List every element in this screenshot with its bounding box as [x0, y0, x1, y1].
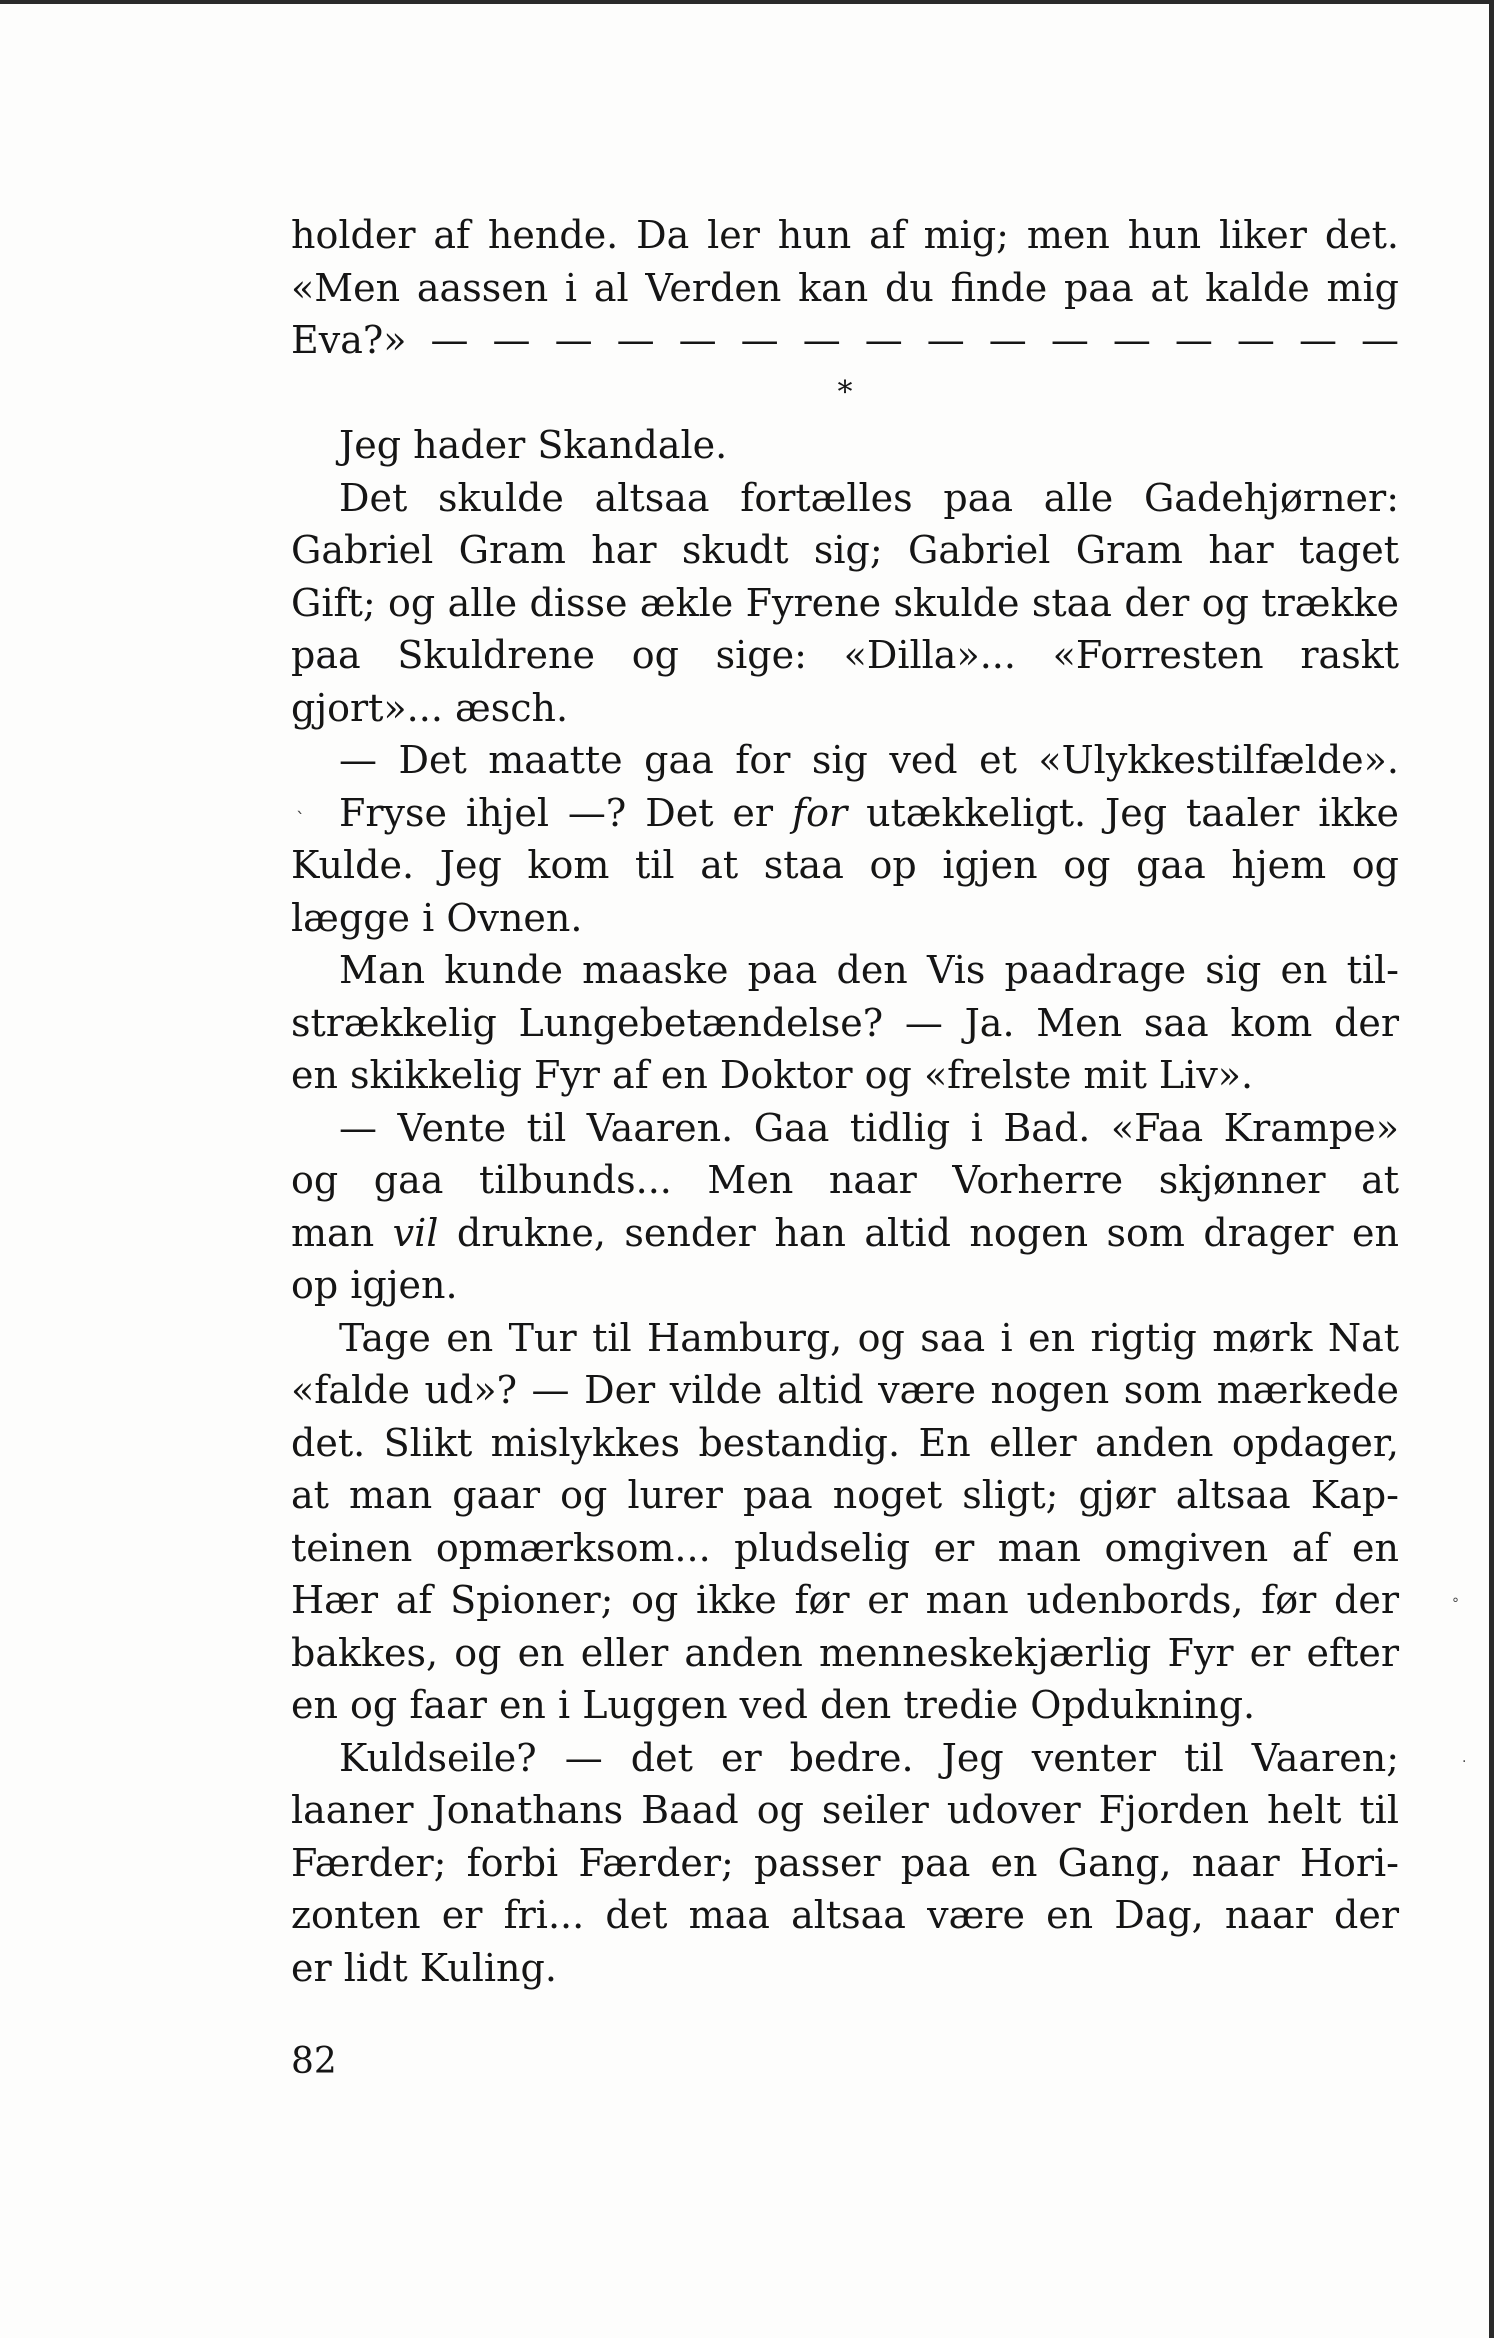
- paragraph-line: — Vente til Vaaren. Gaa tidlig i Bad. «Faa Krampe»: [339, 1105, 1399, 1150]
- text-line: det. Slikt mislykkes bestandig. En eller anden opdager,: [291, 1420, 1399, 1465]
- text-line: at man gaar og lurer paa noget sligt; gjør altsaa Kap-: [291, 1473, 1399, 1517]
- paragraph-line: Det skulde altsaa fortælles paa alle Gadehjørner:: [339, 475, 1399, 520]
- text-line: teinen opmærksom... pludselig er man omgiven af en: [291, 1525, 1399, 1570]
- text-line: og gaa tilbunds... Men naar Vorherre skjønner at: [291, 1158, 1399, 1202]
- text-line: er lidt Kuling.: [291, 1945, 557, 1990]
- text-line: lægge i Ovnen.: [291, 895, 583, 940]
- text-line: Kulde. Jeg kom til at staa op igjen og gaa hjem og: [291, 843, 1399, 887]
- paragraph-line: — Det maatte gaa for sig ved et «Ulykkestilfælde».: [339, 738, 1399, 782]
- paragraph-line: Kuldseile? — det er bedre. Jeg venter til Vaaren;: [339, 1735, 1399, 1780]
- page-number-text: 82: [291, 2041, 337, 2082]
- text-line: «falde ud»? — Der vilde altid være nogen som mærkede: [291, 1368, 1399, 1412]
- print-speck: °: [1452, 1596, 1459, 1612]
- body-text: [291, 209, 1399, 1994]
- italic-word: for: [792, 790, 848, 835]
- text-segment: man: [291, 1210, 393, 1255]
- text-line: «Men aassen i al Verden kan du finde paa at kalde mig: [291, 265, 1399, 310]
- text-line: strækkelig Lungebetændelse? — Ja. Men saa kom der: [291, 1000, 1399, 1045]
- text-line: laaner Jonathans Baad og seiler udover Fjorden helt til: [291, 1788, 1399, 1832]
- page-number: [291, 2036, 337, 2089]
- paragraph-line: Jeg hader Skandale.: [339, 423, 728, 467]
- text-line: [291, 1207, 1399, 1260]
- print-speck: ·: [1462, 1754, 1467, 1770]
- text-line: en skikkelig Fyr af en Doktor og «frelste mit Liv».: [291, 1053, 1254, 1097]
- text-line: Færder; forbi Færder; passer paa en Gang, naar Hori-: [291, 1840, 1399, 1885]
- text-line: bakkes, og en eller anden menneskekjærlig Fyr er efter: [291, 1630, 1399, 1675]
- print-speck: ˎ: [296, 794, 305, 815]
- text-segment: drukne, sender han altid nogen som drager en: [438, 1210, 1399, 1255]
- text-line: Eva?» — — — — — — — — — — — — — — — —: [291, 318, 1399, 362]
- text-line: paa Skuldrene og sige: «Dilla»... «Forresten raskt: [291, 633, 1399, 677]
- text-line: op igjen.: [291, 1263, 458, 1307]
- text-line: Gift; og alle disse ækle Fyrene skulde staa der og trække: [291, 580, 1399, 625]
- text-segment: Fryse ihjel —? Det er: [339, 790, 793, 835]
- paragraph-line: Man kunde maaske paa den Vis paadrage sig en til-: [339, 948, 1399, 992]
- text-line: gjort»... æsch.: [291, 685, 569, 730]
- text-line: en og faar en i Luggen ved den tredie Opdukning.: [291, 1683, 1256, 1727]
- text-line: Hær af Spioner; og ikke før er man udenbords, før der: [291, 1578, 1399, 1622]
- italic-word: vil: [392, 1210, 439, 1255]
- paragraph-line: [291, 787, 1399, 840]
- text-line: holder af hende. Da ler hun af mig; men hun liker det.: [291, 213, 1399, 257]
- paragraph-line: Tage en Tur til Hamburg, og saa i en rigtig mørk Nat: [339, 1315, 1399, 1360]
- text-line: zonten er fri... det maa altsaa være en Dag, naar der: [291, 1893, 1399, 1937]
- text-line: Gabriel Gram har skudt sig; Gabriel Gram har taget: [291, 528, 1399, 572]
- text-segment: utækkeligt. Jeg taaler ikke: [847, 790, 1400, 835]
- section-break-asterisk: *: [837, 374, 853, 410]
